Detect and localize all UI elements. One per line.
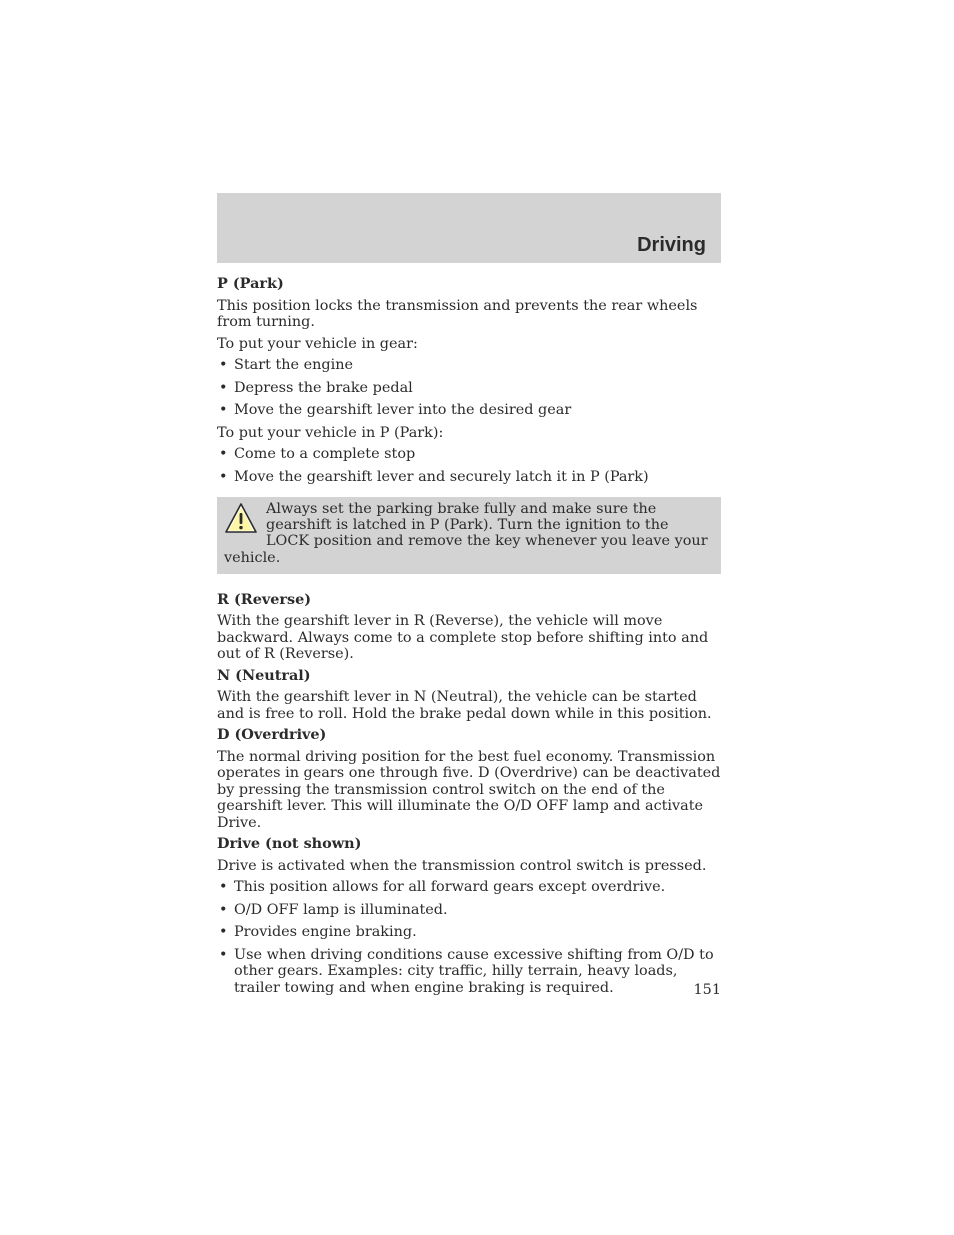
reverse-heading: R (Reverse): [217, 590, 312, 608]
park-intro: This position locks the transmission and prevents the rear wheels from turning.: [217, 297, 698, 330]
neutral-heading: N (Neutral): [217, 666, 311, 684]
reverse-body: With the gearshift lever in R (Reverse), the vehicle will move backward. Always come to a complete stop before shifting into and out of R (Reverse).: [217, 613, 709, 663]
list-item: • Come to a complete stop: [217, 446, 721, 463]
page-content: [217, 276, 721, 1002]
warning-text: Always set the parking brake fully and make sure the gearshift is latched in P (Park). Turn the ignition to the LOCK position and remove the key whenever you leave your vehicle.: [224, 501, 708, 566]
overdrive-body: The normal driving position for the best fuel economy. Transmission operates in gears one through five. D (Overdrive) can be deactivated by pressing the transmission control switch on the end of the gearshift lever. This will illuminate the O/D OFF lamp and activate Drive.: [217, 748, 721, 831]
list-item: • Depress the brake pedal: [217, 380, 721, 397]
page-number: 151: [693, 982, 721, 998]
list-item: • Provides engine braking.: [217, 924, 721, 941]
park-steps-list: [217, 446, 721, 485]
neutral-body: With the gearshift lever in N (Neutral), the vehicle can be started and is free to roll. Hold the brake pedal down while in this position.: [217, 689, 712, 722]
list-item: • Start the engine: [217, 357, 721, 374]
list-item: • O/D OFF lamp is illuminated.: [217, 902, 721, 919]
park-lead: To put your vehicle in P (Park):: [217, 424, 444, 441]
section-title: Driving: [637, 234, 706, 256]
section-header-band: [217, 193, 721, 263]
drive-bullets-list: [217, 879, 721, 996]
list-item: • Use when driving conditions cause excessive shifting from O/D to other gears. Examples: city traffic, hilly terrain, heavy loads, trailer towing and when engine braking is required.: [217, 947, 721, 997]
gear-lead: To put your vehicle in gear:: [217, 335, 418, 352]
warning-box: [217, 497, 721, 574]
drive-heading: Drive (not shown): [217, 835, 362, 853]
list-item: • Move the gearshift lever and securely latch it in P (Park): [217, 469, 721, 486]
list-item: • This position allows for all forward gears except overdrive.: [217, 879, 721, 896]
warning-triangle-icon: [224, 502, 258, 536]
list-item: • Move the gearshift lever into the desired gear: [217, 402, 721, 419]
overdrive-heading: D (Overdrive): [217, 726, 327, 744]
gear-steps-list: [217, 357, 721, 419]
park-heading: P (Park): [217, 275, 284, 292]
drive-intro: Drive is activated when the transmission control switch is pressed.: [217, 857, 707, 874]
